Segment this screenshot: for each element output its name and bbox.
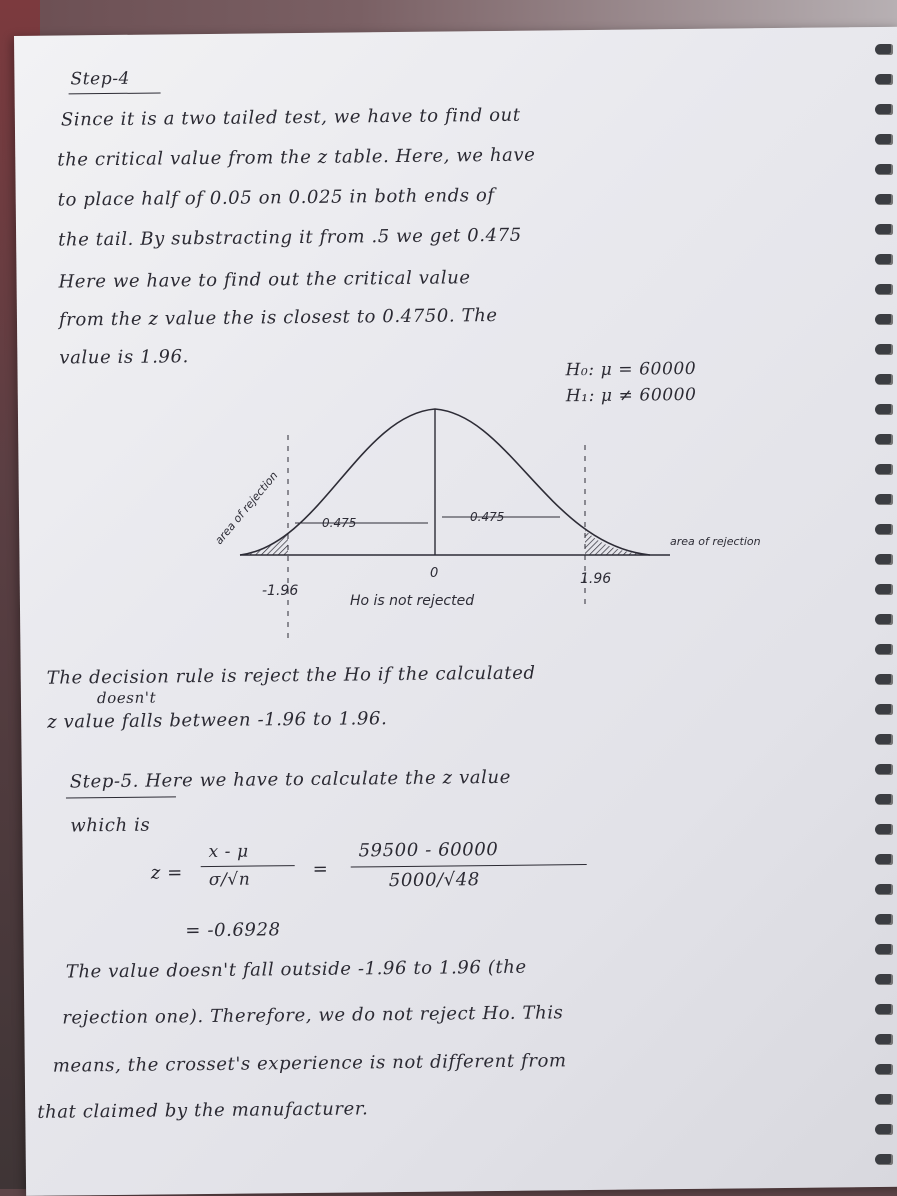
formula-denominator: σ/√n <box>208 869 251 891</box>
step5-continuation: which is <box>70 814 151 837</box>
spiral-coil <box>875 944 893 955</box>
spiral-coil <box>875 824 893 835</box>
spiral-coil <box>875 1124 893 1135</box>
spiral-coil <box>875 464 893 475</box>
null-hypothesis: H₀: μ = 60000 <box>565 358 697 381</box>
spiral-coil <box>875 74 893 85</box>
text-line-2: the critical value from the z table. Here, we have <box>57 144 536 171</box>
right-area-value: 0.475 <box>470 510 505 524</box>
spiral-coil <box>875 374 893 385</box>
not-rejected-label: Ho is not rejected <box>350 593 475 609</box>
conclusion-line-2: rejection one). Therefore, we do not reject Ho. This <box>62 1002 564 1029</box>
spiral-coil <box>875 524 893 535</box>
formula-numerator-values: 59500 - 60000 <box>358 838 499 862</box>
spiral-coil <box>875 794 893 805</box>
alt-hypothesis: H₁: μ ≠ 60000 <box>565 384 697 407</box>
fraction-bar-1 <box>201 865 295 867</box>
spiral-coil <box>875 134 893 145</box>
text-line-3: to place half of 0.05 on 0.025 in both ends of <box>57 184 495 211</box>
conclusion-line-1: The value doesn't fall outside -1.96 to 1.96 (the <box>65 956 527 983</box>
spiral-coil <box>875 734 893 745</box>
spiral-coil <box>875 344 893 355</box>
spiral-coil <box>875 704 893 715</box>
formula-numerator: x - μ <box>208 841 249 863</box>
decision-rule-line-1: The decision rule is reject the Ho if the calculated <box>46 662 536 689</box>
text-line-1: Since it is a two tailed test, we have to find out <box>60 104 521 131</box>
spiral-coil <box>875 104 893 115</box>
spiral-coil <box>875 914 893 925</box>
title-underline <box>69 92 161 94</box>
fraction-bar-2 <box>351 864 587 867</box>
z-result: = -0.6928 <box>185 919 281 942</box>
text-line-5: Here we have to find out the critical value <box>58 267 471 293</box>
formula-denominator-values: 5000/√48 <box>388 869 481 892</box>
notebook-spiral-binding <box>871 40 897 1189</box>
spiral-coil <box>875 974 893 985</box>
spiral-coil <box>875 1094 893 1105</box>
spiral-coil <box>875 494 893 505</box>
spiral-coil <box>875 44 893 55</box>
left-critical-value: -1.96 <box>262 583 299 599</box>
spiral-coil <box>875 1154 893 1165</box>
spiral-coil <box>875 764 893 775</box>
spiral-coil <box>875 194 893 205</box>
formula-equals: = <box>312 858 329 880</box>
left-area-value: 0.475 <box>322 516 357 530</box>
spiral-coil <box>875 224 893 235</box>
spiral-coil <box>875 284 893 295</box>
spiral-coil <box>875 644 893 655</box>
center-label: 0 <box>430 566 439 581</box>
spiral-coil <box>875 1004 893 1015</box>
spiral-coil <box>875 254 893 265</box>
spiral-coil <box>875 164 893 175</box>
normal-curve-diagram <box>200 395 820 655</box>
conclusion-line-3: means, the crosset's experience is not different from <box>52 1050 567 1077</box>
spiral-coil <box>875 1064 893 1075</box>
step4-title: Step-4 <box>70 68 131 90</box>
spiral-coil <box>875 1034 893 1045</box>
spiral-coil <box>875 314 893 325</box>
step5-title: Step-5. Here we have to calculate the z value <box>69 766 512 793</box>
formula-z-label: z = <box>150 862 183 884</box>
right-region-label: area of rejection <box>670 535 761 548</box>
text-line-7: value is 1.96. <box>59 346 190 369</box>
bell-curve <box>240 409 650 555</box>
spiral-coil <box>875 884 893 895</box>
conclusion-line-4: that claimed by the manufacturer. <box>37 1098 369 1123</box>
left-region-label: area of rejection <box>212 469 281 547</box>
decision-rule-line-2: z value falls between -1.96 to 1.96. <box>47 708 388 733</box>
spiral-coil <box>875 554 893 565</box>
step5-underline <box>66 796 176 798</box>
left-rejection-area <box>242 533 288 555</box>
decision-insert: doesn't <box>96 688 157 708</box>
text-line-4: the tail. By substracting it from .5 we get 0.475 <box>58 224 522 251</box>
spiral-coil <box>875 404 893 415</box>
spiral-coil <box>875 614 893 625</box>
spiral-coil <box>875 584 893 595</box>
spiral-coil <box>875 674 893 685</box>
spiral-coil <box>875 434 893 445</box>
right-rejection-area <box>585 530 648 555</box>
spiral-coil <box>875 854 893 865</box>
right-critical-value: 1.96 <box>580 571 612 587</box>
text-line-6: from the z value the is closest to 0.4750. The <box>58 304 498 331</box>
